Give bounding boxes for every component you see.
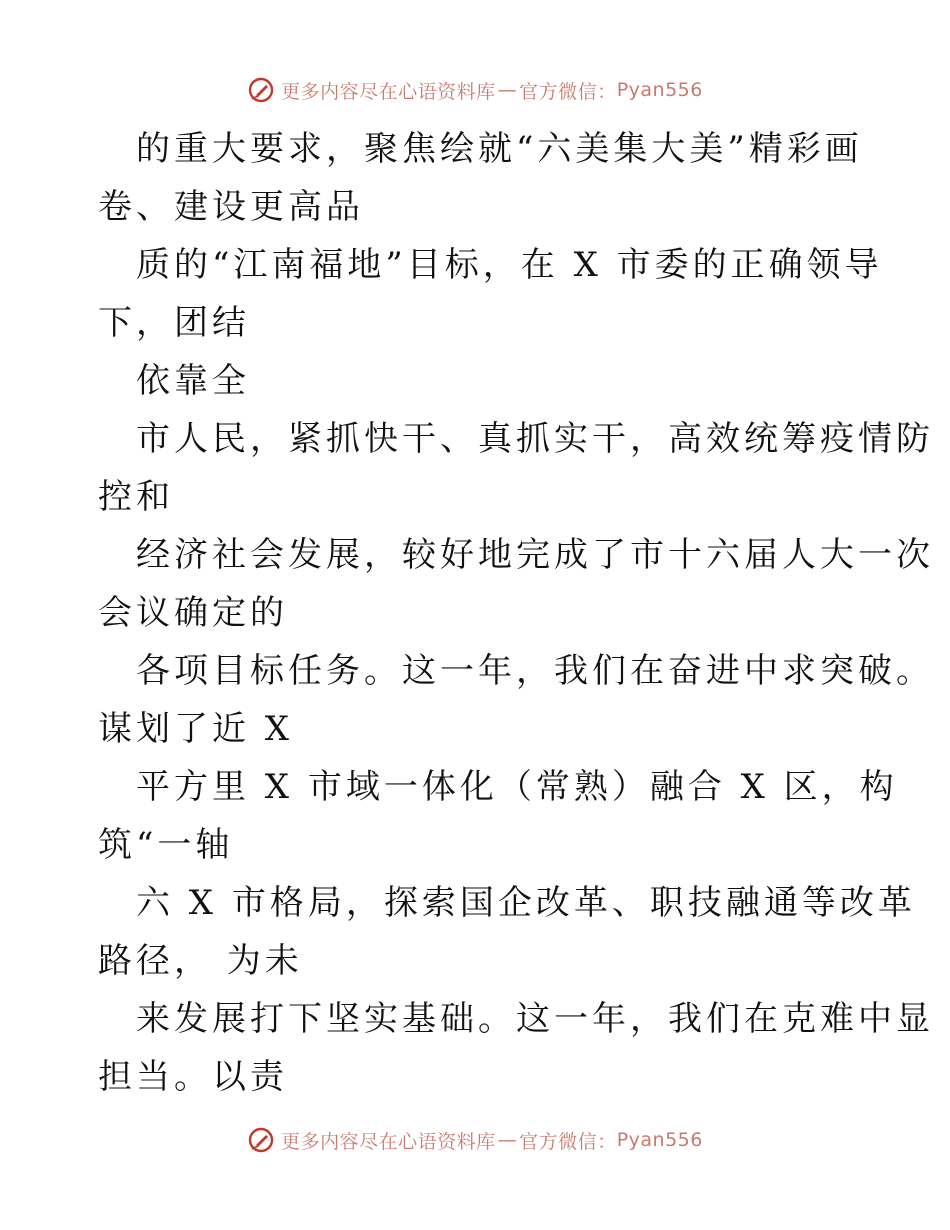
watermark-suffix: 官方微信： <box>519 80 617 103</box>
body-line: 路径， 为未 <box>98 941 303 981</box>
body-line: 筑“一轴 <box>98 825 234 865</box>
body-line: 市人民，紧抓快干、真抓实干，高效统筹疫情防 <box>136 419 934 459</box>
body-line: 控和 <box>98 477 174 517</box>
watermark-separator: — <box>497 79 518 101</box>
watermark-id: Pyan556 <box>616 1129 703 1151</box>
watermark-text: 更多内容尽在心语资料库 <box>281 1130 496 1153</box>
body-line: 来发展打下坚实基础。这一年，我们在克难中显 <box>136 999 934 1039</box>
body-line: 各项目标任务。这一年，我们在奋进中求突破。 <box>136 651 934 691</box>
body-line: 的重大要求，聚焦绘就“六美集大美”精彩画 <box>136 129 863 169</box>
body-line: 下，团结 <box>98 303 250 343</box>
body-line: 平方里 X 市域一体化（常熟）融合 X 区，构 <box>136 767 898 807</box>
header-watermark <box>0 70 950 110</box>
footer-watermark <box>0 1120 950 1160</box>
watermark-text: 更多内容尽在心语资料库 <box>281 80 496 103</box>
document-body <box>98 120 934 1106</box>
pen-circle-icon <box>247 1126 275 1154</box>
body-line: 卷、建设更高品 <box>98 187 364 227</box>
watermark-id: Pyan556 <box>616 79 703 101</box>
body-line: 经济社会发展，较好地完成了市十六届人大一次 <box>136 535 934 575</box>
body-line: 会议确定的 <box>98 593 288 633</box>
body-line: 质的“江南福地”目标，在 X 市委的正确领导 <box>136 245 883 285</box>
watermark-separator: — <box>497 1129 518 1151</box>
body-line: 六 X 市格局，探索国企改革、职技融通等改革 <box>136 883 916 923</box>
body-line: 担当。以责 <box>98 1057 288 1097</box>
body-line: 谋划了近 X <box>98 709 294 749</box>
body-line: 依靠全 <box>136 361 250 401</box>
pen-circle-icon <box>247 76 275 104</box>
watermark-suffix: 官方微信： <box>519 1130 617 1153</box>
